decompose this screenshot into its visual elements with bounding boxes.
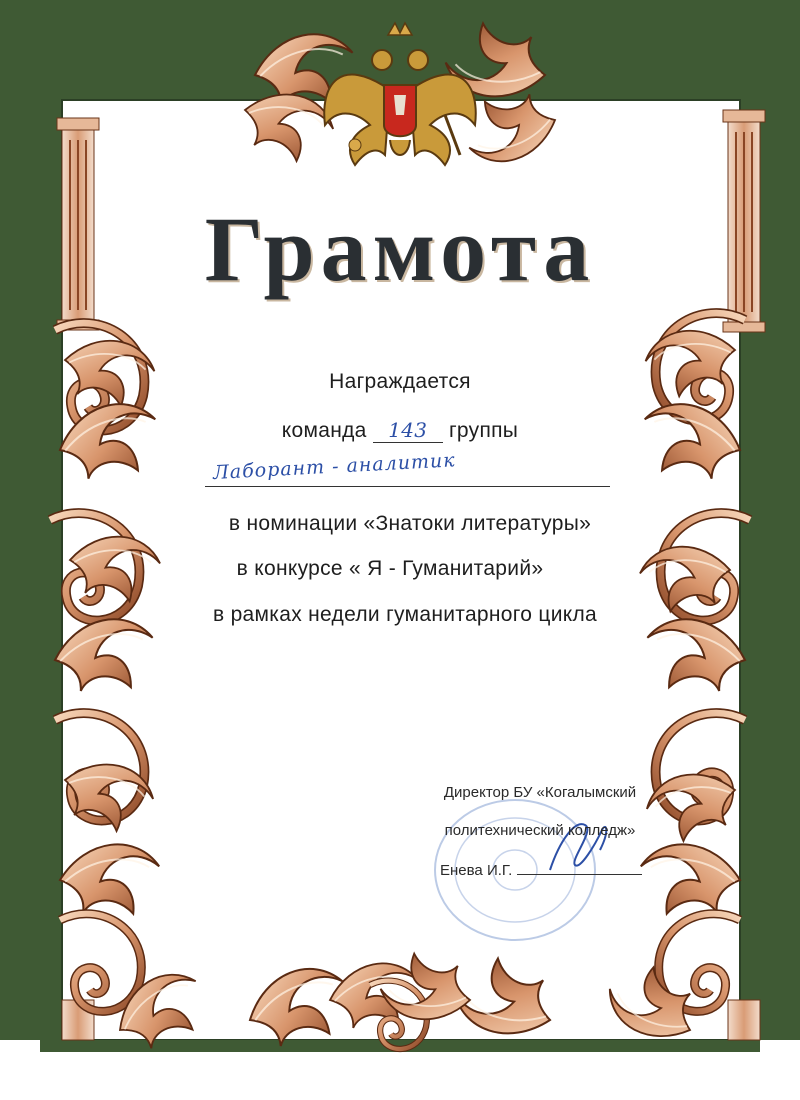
awarded-text: Награждается xyxy=(329,370,471,393)
signature-position-line2: политехнический колледж» xyxy=(444,822,636,839)
scope-text: в рамках недели гуманитарного цикла xyxy=(212,603,598,626)
signature-blank xyxy=(517,874,642,875)
team-suffix: группы xyxy=(448,419,519,442)
specialty-line xyxy=(205,449,610,487)
contest-text: в конкурсе « Я - Гуманитарий» xyxy=(236,557,544,580)
signature-line xyxy=(440,862,642,879)
nomination-text: в номинации «Знатоки литературы» xyxy=(228,512,592,535)
page-title: Грамота xyxy=(204,198,596,300)
team-prefix: команда xyxy=(281,419,367,442)
signature-position-line1: Директор БУ «Когалымский xyxy=(443,784,637,801)
specialty-handwritten: Лаборант - аналитик xyxy=(212,449,457,484)
team-number: 143 xyxy=(373,418,443,443)
signatory-name: Енева И.Г. xyxy=(440,862,513,879)
team-line xyxy=(0,418,800,443)
